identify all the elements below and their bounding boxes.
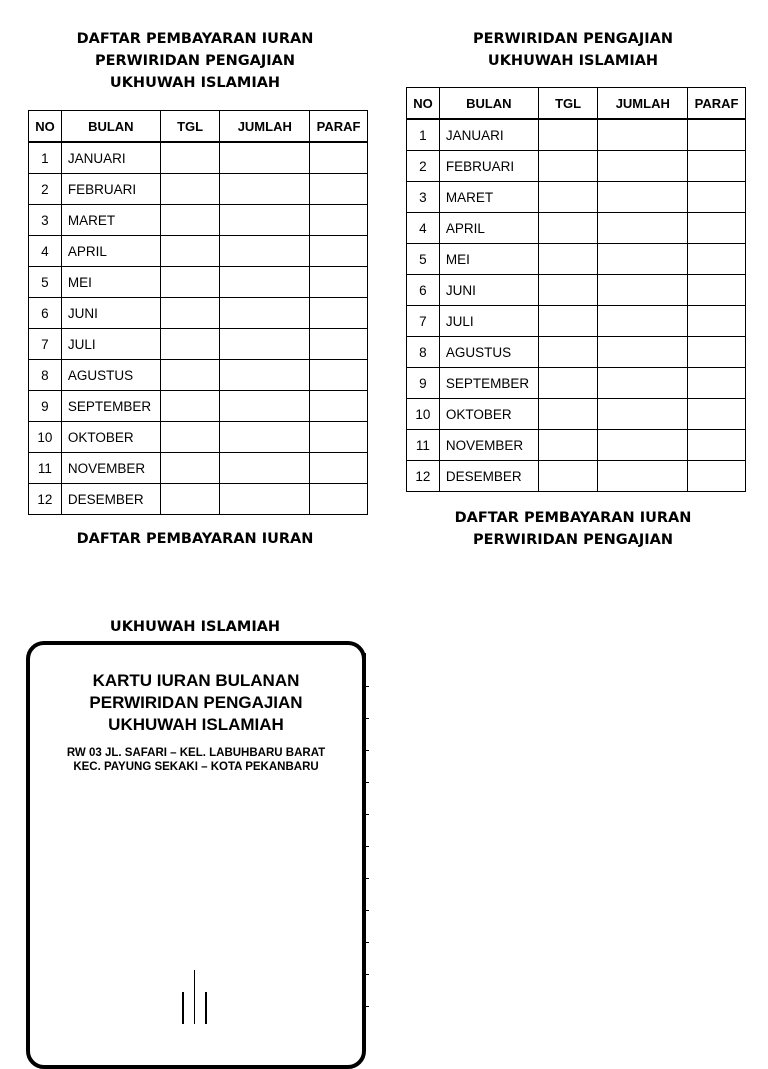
paraf-cell <box>310 142 368 174</box>
column-header-tgl: TGL <box>160 111 220 143</box>
jumlah-cell <box>220 329 310 360</box>
tgl-cell <box>160 484 220 515</box>
table-row <box>29 236 368 267</box>
table-row <box>29 422 368 453</box>
month-cell: SEPTEMBER <box>439 368 538 399</box>
table-row <box>29 205 368 236</box>
membership-card <box>26 641 366 1069</box>
jumlah-cell <box>220 236 310 267</box>
table-row <box>29 453 368 484</box>
jumlah-cell <box>598 306 688 337</box>
jumlah-cell <box>598 399 688 430</box>
column-header-no: NO <box>29 111 62 143</box>
table-row <box>407 119 746 151</box>
month-cell: JANUARI <box>61 142 160 174</box>
jumlah-cell <box>220 267 310 298</box>
left-heading <box>30 28 360 94</box>
tgl-cell <box>538 119 598 151</box>
column-header-paraf: PARAF <box>688 88 746 120</box>
row-number: 8 <box>407 337 440 368</box>
month-cell: AGUSTUS <box>61 360 160 391</box>
jumlah-cell <box>220 484 310 515</box>
jumlah-cell <box>598 213 688 244</box>
column-header-bulan: BULAN <box>439 88 538 120</box>
table-row <box>407 213 746 244</box>
jumlah-cell <box>220 453 310 484</box>
paraf-cell <box>688 306 746 337</box>
jumlah-cell <box>598 368 688 399</box>
paraf-cell <box>688 213 746 244</box>
row-number: 4 <box>29 236 62 267</box>
row-number: 5 <box>29 267 62 298</box>
jumlah-cell <box>598 461 688 492</box>
row-number: 11 <box>29 453 62 484</box>
month-cell: APRIL <box>439 213 538 244</box>
table-row <box>407 368 746 399</box>
row-number: 1 <box>29 142 62 174</box>
table-row <box>407 306 746 337</box>
tgl-cell <box>538 337 598 368</box>
paraf-cell <box>310 391 368 422</box>
row-number: 2 <box>407 151 440 182</box>
right-footer <box>408 507 738 551</box>
table-row <box>29 174 368 205</box>
month-cell: NOVEMBER <box>439 430 538 461</box>
row-number: 9 <box>407 368 440 399</box>
fold-line <box>194 970 195 1024</box>
table-row <box>29 298 368 329</box>
tgl-cell <box>160 267 220 298</box>
jumlah-cell <box>220 174 310 205</box>
column-header-no: NO <box>407 88 440 120</box>
row-number: 3 <box>407 182 440 213</box>
tgl-cell <box>160 205 220 236</box>
column-header-paraf: PARAF <box>310 111 368 143</box>
jumlah-cell <box>598 182 688 213</box>
row-number: 4 <box>407 213 440 244</box>
paraf-cell <box>688 461 746 492</box>
card-title <box>30 670 362 736</box>
jumlah-cell <box>220 205 310 236</box>
table-row <box>29 484 368 515</box>
left-heading-line-1: DAFTAR PEMBAYARAN IURAN <box>76 31 314 47</box>
column-header-jumlah: JUMLAH <box>598 88 688 120</box>
table-row <box>407 399 746 430</box>
jumlah-cell <box>220 391 310 422</box>
right-heading-line-1: PERWIRIDAN PENGAJIAN <box>472 31 674 47</box>
tgl-cell <box>538 306 598 337</box>
tgl-cell <box>160 422 220 453</box>
month-cell: OKTOBER <box>439 399 538 430</box>
tgl-cell <box>538 430 598 461</box>
row-number: 12 <box>407 461 440 492</box>
tgl-cell <box>160 142 220 174</box>
card-above-label: UKHUWAH ISLAMIAH <box>109 619 281 635</box>
table-row <box>407 337 746 368</box>
tgl-cell <box>538 368 598 399</box>
jumlah-cell <box>220 298 310 329</box>
left-heading-line-2: PERWIRIDAN PENGAJIAN <box>94 53 296 69</box>
tgl-cell <box>538 213 598 244</box>
row-number: 6 <box>29 298 62 329</box>
tgl-cell <box>160 298 220 329</box>
paraf-cell <box>310 484 368 515</box>
tgl-cell <box>538 275 598 306</box>
tgl-cell <box>538 461 598 492</box>
jumlah-cell <box>598 244 688 275</box>
tgl-cell <box>538 151 598 182</box>
fold-line <box>182 992 184 1024</box>
month-cell: JULI <box>61 329 160 360</box>
tgl-cell <box>160 360 220 391</box>
month-cell: APRIL <box>61 236 160 267</box>
paraf-cell <box>688 151 746 182</box>
right-heading <box>408 28 738 72</box>
left-footer-line: DAFTAR PEMBAYARAN IURAN <box>76 531 314 547</box>
month-cell: MEI <box>61 267 160 298</box>
card-title-line-1: KARTU IURAN BULANAN <box>92 671 300 690</box>
left-footer <box>30 528 360 550</box>
month-cell: OKTOBER <box>61 422 160 453</box>
row-number: 7 <box>29 329 62 360</box>
table-row <box>407 151 746 182</box>
right-footer-line-1: DAFTAR PEMBAYARAN IURAN <box>454 510 692 526</box>
right-footer-line-2: PERWIRIDAN PENGAJIAN <box>472 532 674 548</box>
paraf-cell <box>688 399 746 430</box>
table-row <box>29 360 368 391</box>
row-number: 7 <box>407 306 440 337</box>
card-title-line-3: UKHUWAH ISLAMIAH <box>108 715 284 734</box>
month-cell: MARET <box>439 182 538 213</box>
paraf-cell <box>688 368 746 399</box>
table-row <box>407 182 746 213</box>
fold-line <box>205 992 207 1024</box>
table-header-row <box>407 88 746 120</box>
paraf-cell <box>310 205 368 236</box>
paraf-cell <box>310 236 368 267</box>
jumlah-cell <box>598 119 688 151</box>
paraf-cell <box>310 267 368 298</box>
table-row <box>407 244 746 275</box>
paraf-cell <box>688 337 746 368</box>
month-cell: MEI <box>439 244 538 275</box>
table-row <box>29 391 368 422</box>
tgl-cell <box>160 453 220 484</box>
row-number: 1 <box>407 119 440 151</box>
table-row <box>407 275 746 306</box>
column-header-tgl: TGL <box>538 88 598 120</box>
jumlah-cell <box>220 422 310 453</box>
month-cell: JULI <box>439 306 538 337</box>
month-cell: SEPTEMBER <box>61 391 160 422</box>
card-address-line-1: RW 03 JL. SAFARI – KEL. LABUHBARU BARAT <box>66 747 326 759</box>
jumlah-cell <box>220 360 310 391</box>
paraf-cell <box>310 360 368 391</box>
month-cell: FEBRUARI <box>439 151 538 182</box>
month-cell: FEBRUARI <box>61 174 160 205</box>
paraf-cell <box>310 329 368 360</box>
left-heading-line-3: UKHUWAH ISLAMIAH <box>109 75 281 91</box>
month-cell: DESEMBER <box>439 461 538 492</box>
card-address <box>30 746 362 774</box>
right-heading-line-2: UKHUWAH ISLAMIAH <box>487 53 659 69</box>
table-row <box>29 142 368 174</box>
table-row <box>29 329 368 360</box>
row-number: 9 <box>29 391 62 422</box>
tgl-cell <box>160 391 220 422</box>
month-cell: JUNI <box>61 298 160 329</box>
row-number: 10 <box>407 399 440 430</box>
row-number: 10 <box>29 422 62 453</box>
month-cell: NOVEMBER <box>61 453 160 484</box>
table-row <box>407 430 746 461</box>
paraf-cell <box>310 453 368 484</box>
jumlah-cell <box>598 430 688 461</box>
jumlah-cell <box>220 142 310 174</box>
row-number: 12 <box>29 484 62 515</box>
table-header-row <box>29 111 368 143</box>
row-number: 11 <box>407 430 440 461</box>
row-number: 8 <box>29 360 62 391</box>
month-cell: JUNI <box>439 275 538 306</box>
row-number: 3 <box>29 205 62 236</box>
paraf-cell <box>310 422 368 453</box>
tgl-cell <box>160 236 220 267</box>
right-payment-table <box>406 87 746 492</box>
paraf-cell <box>688 182 746 213</box>
column-header-bulan: BULAN <box>61 111 160 143</box>
paraf-cell <box>688 119 746 151</box>
jumlah-cell <box>598 337 688 368</box>
row-number: 5 <box>407 244 440 275</box>
paraf-cell <box>310 298 368 329</box>
table-row <box>29 267 368 298</box>
tgl-cell <box>538 399 598 430</box>
table-row <box>407 461 746 492</box>
row-number: 2 <box>29 174 62 205</box>
paraf-cell <box>688 430 746 461</box>
tgl-cell <box>538 244 598 275</box>
row-number: 6 <box>407 275 440 306</box>
jumlah-cell <box>598 151 688 182</box>
column-header-jumlah: JUMLAH <box>220 111 310 143</box>
jumlah-cell <box>598 275 688 306</box>
tgl-cell <box>160 329 220 360</box>
month-cell: JANUARI <box>439 119 538 151</box>
month-cell: MARET <box>61 205 160 236</box>
month-cell: DESEMBER <box>61 484 160 515</box>
card-address-line-2: KEC. PAYUNG SEKAKI – KOTA PEKANBARU <box>73 761 319 773</box>
card-title-line-2: PERWIRIDAN PENGAJIAN <box>89 693 303 712</box>
left-payment-table <box>28 110 368 515</box>
paraf-cell <box>310 174 368 205</box>
paraf-cell <box>688 275 746 306</box>
paraf-cell <box>688 244 746 275</box>
month-cell: AGUSTUS <box>439 337 538 368</box>
tgl-cell <box>160 174 220 205</box>
tgl-cell <box>538 182 598 213</box>
